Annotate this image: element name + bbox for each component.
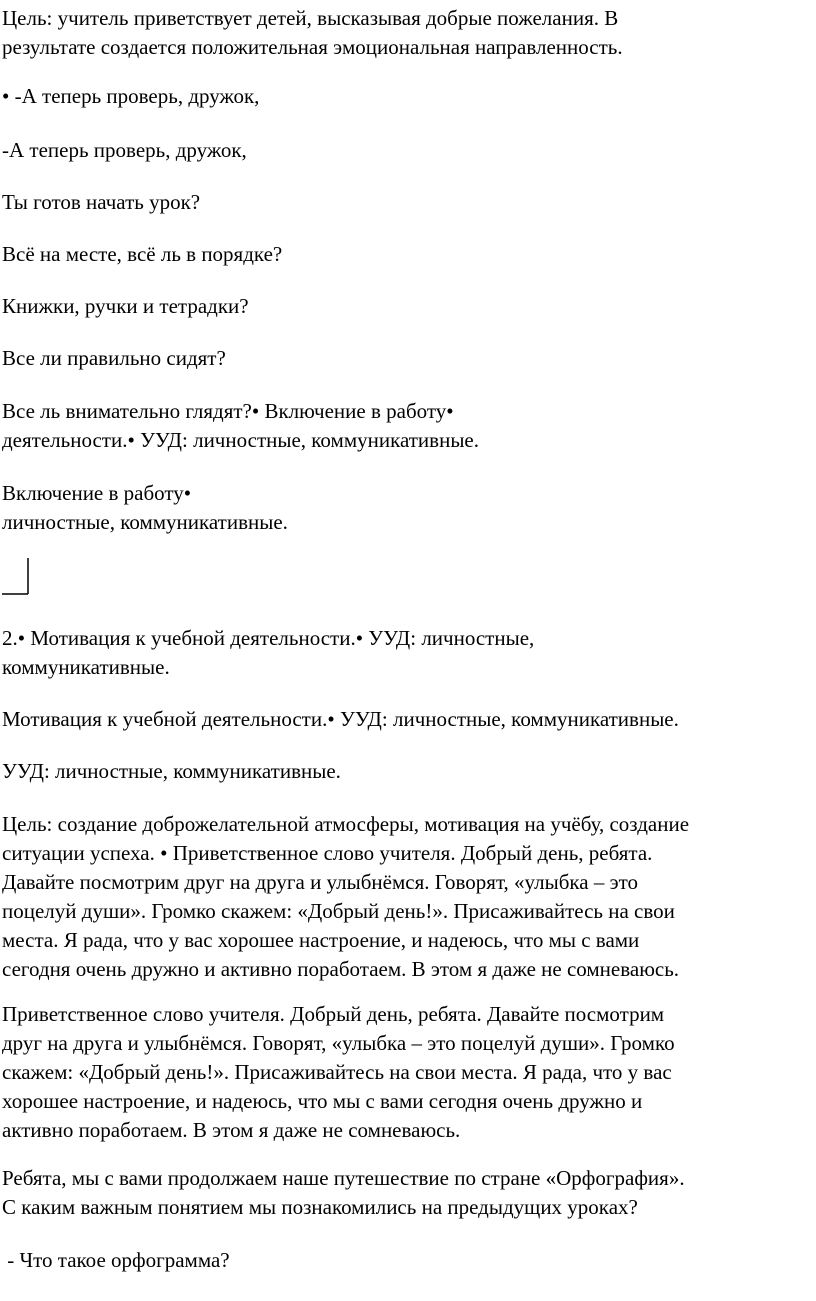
paragraph-journey <box>2 1164 814 1222</box>
text-line: коммуникативные. <box>2 655 170 679</box>
paragraph-motivation-numbered <box>2 624 814 682</box>
paragraph-ready <box>2 188 814 217</box>
text-line: личностные, коммуникативные. <box>2 510 288 534</box>
text-line: ситуации успеха. • Приветственное слово учителя. Добрый день, ребята. <box>2 841 653 865</box>
text-line: Приветственное слово учителя. Добрый день, ребята. Давайте посмотрим <box>2 1002 665 1026</box>
text-line: поцелуй души». Громко скажем: «Добрый день!». Присаживайтесь на свои <box>2 899 675 923</box>
text-line: Цель: учитель приветствует детей, высказывая добрые пожелания. В <box>2 6 619 30</box>
text-line: Ребята, мы с вами продолжаем наше путешествие по стране «Орфография». <box>2 1166 685 1190</box>
text-line: деятельности.• УУД: личностные, коммуникативные. <box>2 428 480 452</box>
text-line: скажем: «Добрый день!». Присаживайтесь на свои места. Я рада, что у вас <box>2 1060 672 1084</box>
paragraph-check-friend <box>2 136 814 165</box>
text-line: Давайте посмотрим друг на друга и улыбнёмся. Говорят, «улыбка – это <box>2 870 639 894</box>
text-line: Ты готов начать урок? <box>2 190 201 214</box>
text-line: Всё на месте, всё ль в порядке? <box>2 242 283 266</box>
text-line: С каким важным понятием мы познакомились на предыдущих уроках? <box>2 1195 638 1219</box>
paragraph-inclusion <box>2 479 814 537</box>
text-line: Мотивация к учебной деятельности.• УУД: личностные, коммуникативные. <box>2 707 679 731</box>
text-line: сегодня очень дружно и активно поработаем. В этом я даже не сомневаюсь. <box>2 957 680 981</box>
paragraph-books <box>2 292 814 321</box>
text-line: Книжки, ручки и тетрадки? <box>2 294 249 318</box>
text-line: Все ль внимательно глядят?• Включение в работу• <box>2 399 454 423</box>
text-line: Все ли правильно сидят? <box>2 346 226 370</box>
paragraph-uud <box>2 757 814 786</box>
paragraph-sitting <box>2 344 814 373</box>
text-line: результате создается положительная эмоциональная направленность. <box>2 35 623 59</box>
corner-mark-icon <box>2 556 30 596</box>
paragraph-goal-atmosphere <box>2 810 814 984</box>
text-line: -А теперь проверь, дружок, <box>2 138 247 162</box>
text-line: 2.• Мотивация к учебной деятельности.• УУД: личностные, <box>2 626 535 650</box>
paragraph-goal-greeting <box>2 4 814 62</box>
text-line: активно поработаем. В этом я даже не сомневаюсь. <box>2 1118 461 1142</box>
text-line: Цель: создание доброжелательной атмосферы, мотивация на учёбу, создание <box>2 812 690 836</box>
paragraph-question <box>2 1246 814 1275</box>
paragraph-in-place <box>2 240 814 269</box>
text-line: хорошее настроение, и надеюсь, что мы с вами сегодня очень дружно и <box>2 1089 643 1113</box>
paragraph-teacher-greeting <box>2 1000 814 1145</box>
text-line: друг на друга и улыбнёмся. Говорят, «улыбка – это поцелуй души». Громко <box>2 1031 675 1055</box>
text-line: места. Я рада, что у вас хорошее настроение, и надеюсь, что мы с вами <box>2 928 640 952</box>
text-line: УУД: личностные, коммуникативные. <box>2 759 341 783</box>
text-line: Включение в работу• <box>2 481 192 505</box>
text-line: • -А теперь проверь, дружок, <box>2 84 260 108</box>
paragraph-bullet-check <box>2 82 814 111</box>
text-line: - Что такое орфограмма? <box>2 1248 230 1272</box>
paragraph-motivation <box>2 705 814 734</box>
paragraph-attention <box>2 397 814 455</box>
